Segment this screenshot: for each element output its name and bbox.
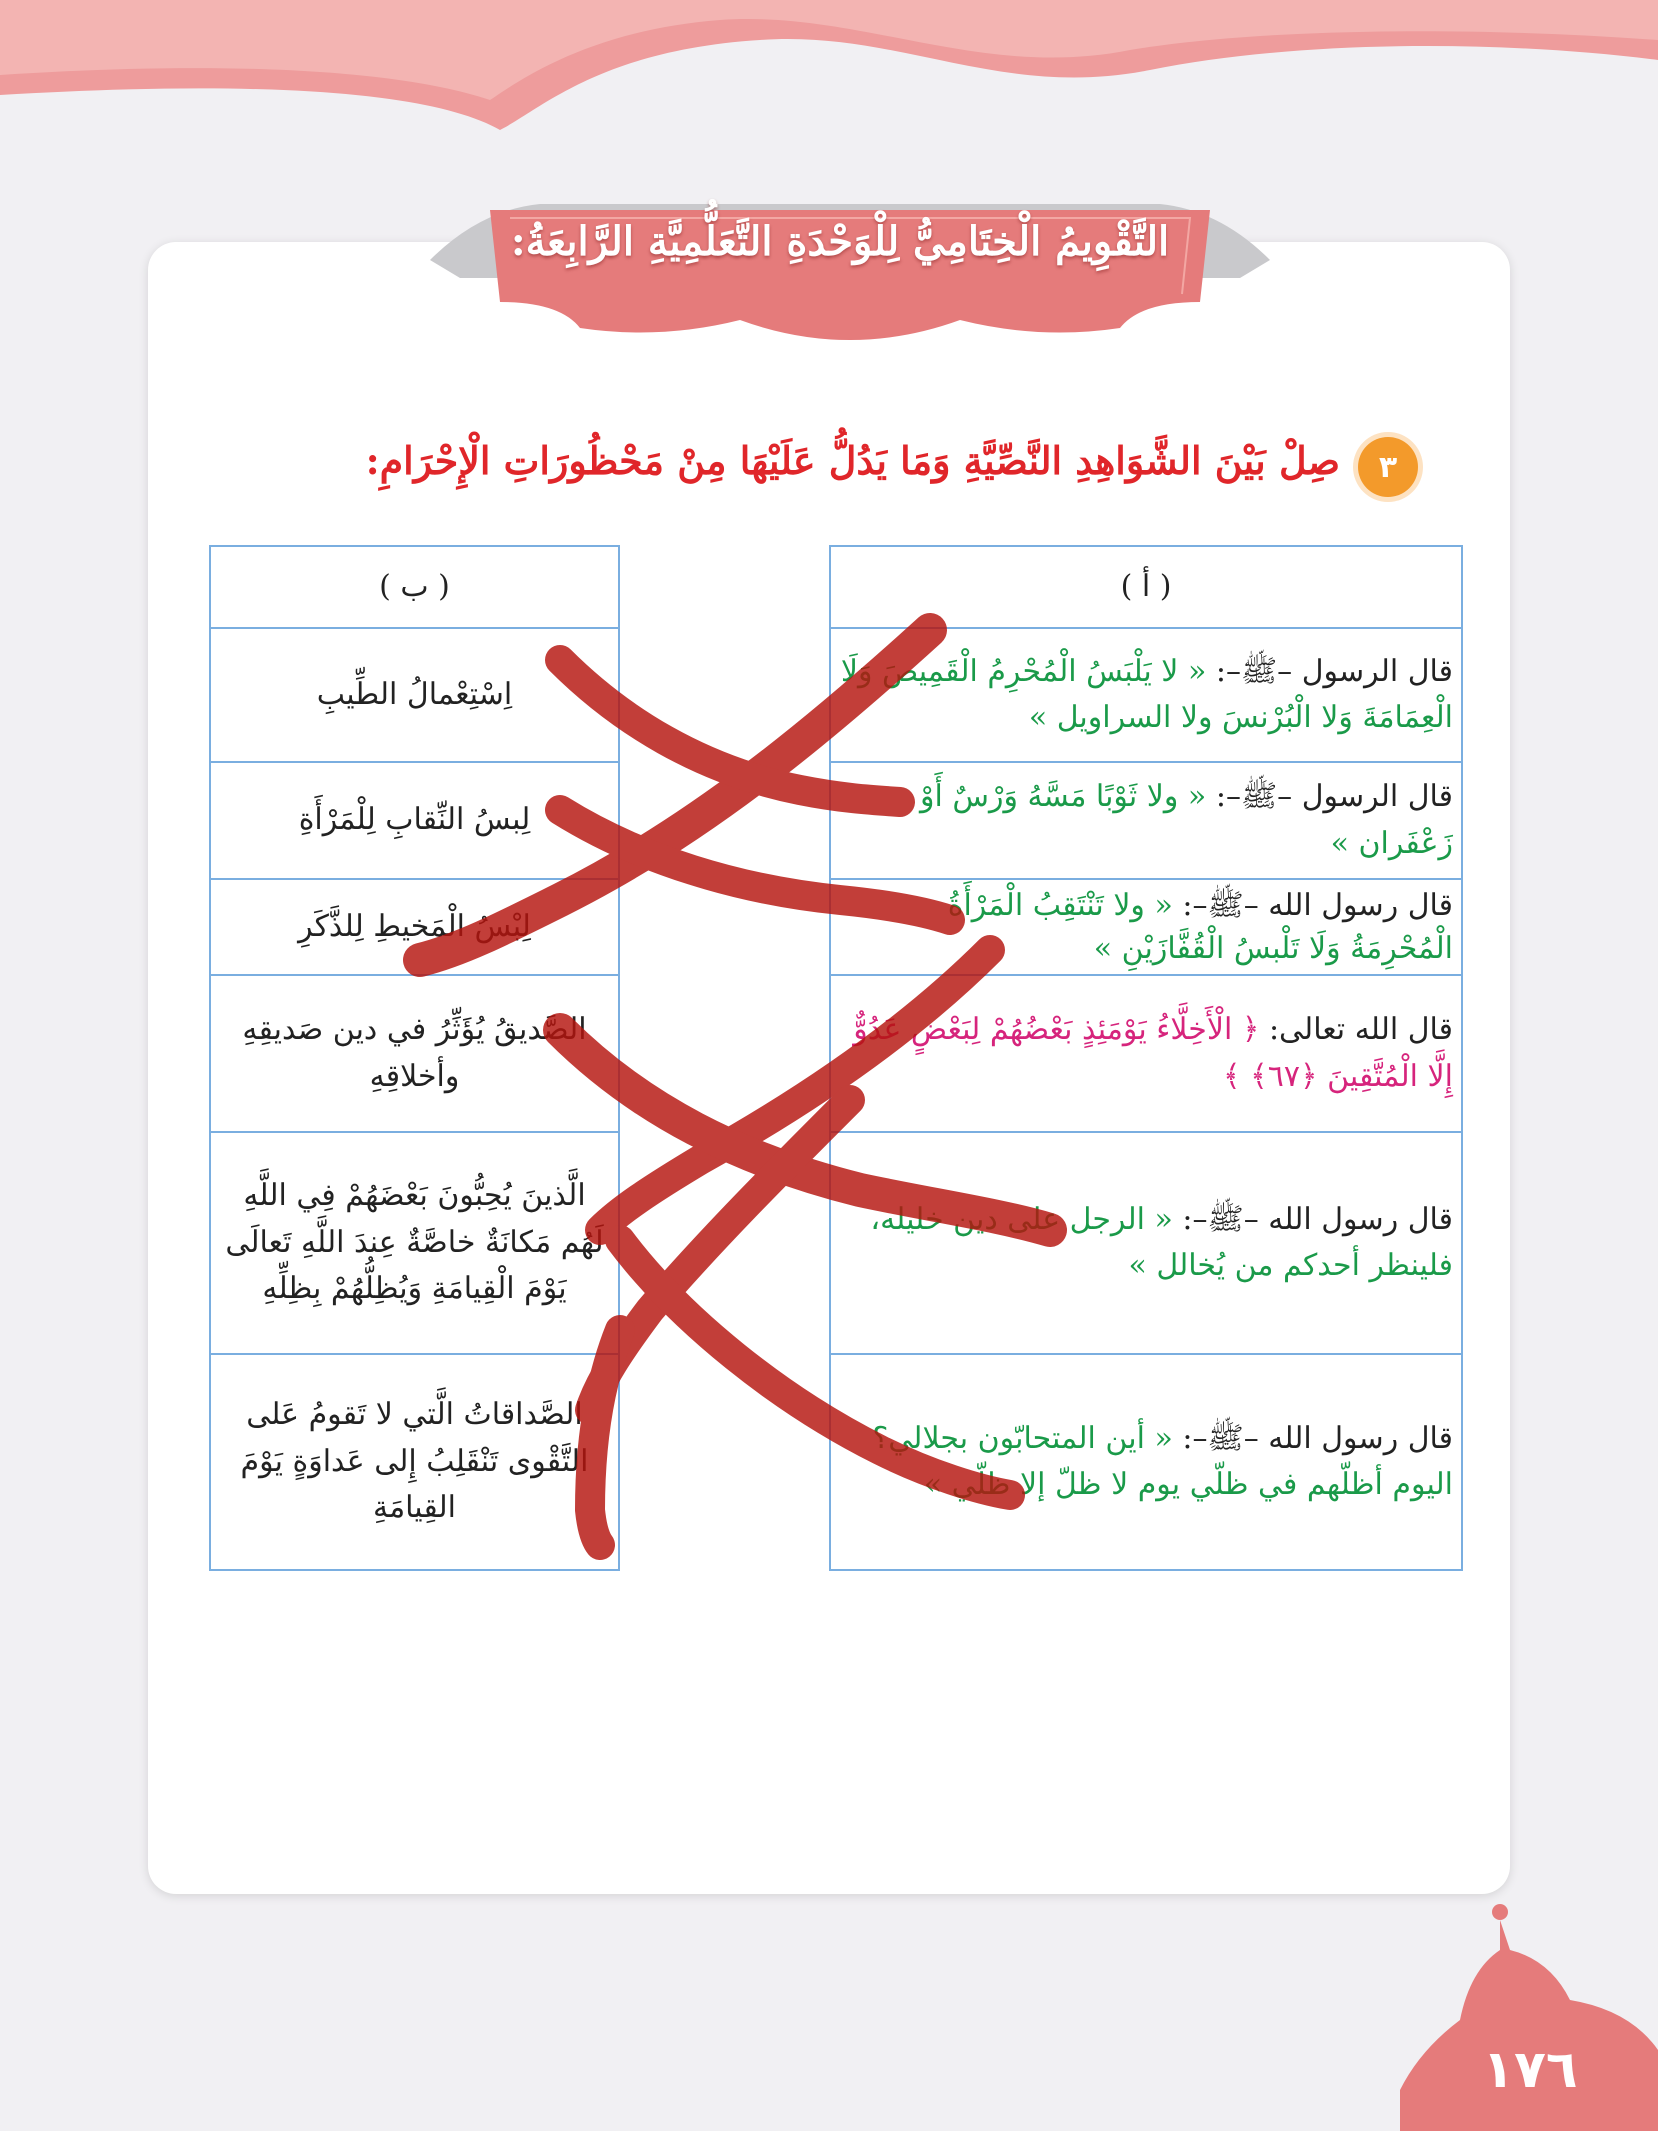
question-instruction: صِلْ بَيْنَ الشَّوَاهِدِ النَّصِّيَّةِ وَمَا يَدُلُّ عَلَيْهَا مِنْ مَحْظُورَاتِ الْإِحْرَامِ: (365, 438, 1340, 483)
title-banner (420, 190, 1280, 360)
table-column-b (209, 545, 620, 1571)
question-number-badge: ٣ (1358, 437, 1418, 497)
hadith-quote: « أين المتحابّون بجلالي؟ اليوم أظلّهم في ظلّي يوم لا ظلّ إلا ظلّي » (872, 1420, 1453, 1502)
speaker-label: قال رسول الله –ﷺ–: (1172, 1201, 1453, 1237)
column-b-row-6: الصَّداقاتُ الَّتي لا تَقومُ عَلى التَّقْوى تَنْقَلِبُ إِلى عَداوَةٍ يَوْمَ القِيامَةِ (211, 1353, 618, 1569)
column-a-row-2 (831, 761, 1461, 878)
column-b-header: ( ب ) (379, 568, 450, 604)
column-a-row-3 (831, 878, 1461, 974)
speaker-label: قال رسول الله –ﷺ–: (1172, 887, 1453, 923)
hadith-quote: « الرجل على دين خليله، فلينظر أحدكم من يُخالل » (870, 1201, 1453, 1283)
speaker-label: قال رسول الله –ﷺ–: (1172, 1420, 1453, 1456)
column-b-row-3: لِبْسُ الْمَخيطِ لِلذَّكَرِ (211, 878, 618, 974)
speaker-label: قال الرسول –ﷺ–: (1206, 779, 1453, 814)
column-a-header: ( أ ) (1120, 568, 1172, 604)
hadith-quote: « ولا تَنْتَقِبُ الْمَرْأَةُ الْمُحْرِمَةُ وَلَا تَلْبسُ الْقُفَّازَيْنِ » (947, 887, 1453, 966)
column-b-row-1: اِسْتِعْمالُ الطِّيبِ (211, 627, 618, 761)
column-a-row-6 (831, 1353, 1461, 1569)
speaker-label: قال الرسول –ﷺ–: (1206, 653, 1453, 689)
page-number: ١٧٦ (1482, 2040, 1578, 2100)
column-a-row-5 (831, 1131, 1461, 1353)
quran-verse: ﴿ الْأَخِلَّاءُ يَوْمَئِذٍ بَعْضُهُمْ لِبَعْضٍ عَدُوٌّ إِلَّا الْمُتَّقِينَ ﴿٦٧﴾ ﴾ (853, 1012, 1453, 1094)
speaker-label: قال الله تعالى: (1259, 1012, 1453, 1047)
column-a-row-1 (831, 627, 1461, 761)
column-b-row-5: الَّذينَ يُحِبُّونَ بَعْضَهُمْ فِي اللَّهِ لَهُم مَكانَةٌ خاصَّةٌ عِندَ اللَّهِ تَعالَى يَوْمَ الْقِيامَةِ وَيُظِلُّهُمْ بِظِلِّهِ (211, 1131, 618, 1353)
column-b-row-4: الصَّديقُ يُؤَثِّرُ في دين صَديقِهِ وأخلاقِهِ (211, 974, 618, 1131)
page-title: التَّقْوِيمُ الْخِتَامِيُّ لِلْوَحْدَةِ التَّعَلُّمِيَّةِ الرَّابِعَةُ: (510, 218, 1170, 265)
table-column-a (829, 545, 1463, 1571)
top-decorative-band (0, 0, 1658, 140)
hadith-quote: « لا يَلْبَسُ الْمُحْرِمُ الْقَمِيصَ وَلَا الْعِمَامَةَ وَلا الْبُرْنسَ ولا السراويل » (840, 653, 1453, 735)
hadith-quote: « ولا ثَوْبًا مَسَّهُ وَرْسٌ أَوْ زَعْفَران » (919, 779, 1453, 861)
column-b-row-2: لِبسُ النِّقابِ لِلْمَرْأَةِ (211, 761, 618, 878)
column-a-row-4 (831, 974, 1461, 1131)
